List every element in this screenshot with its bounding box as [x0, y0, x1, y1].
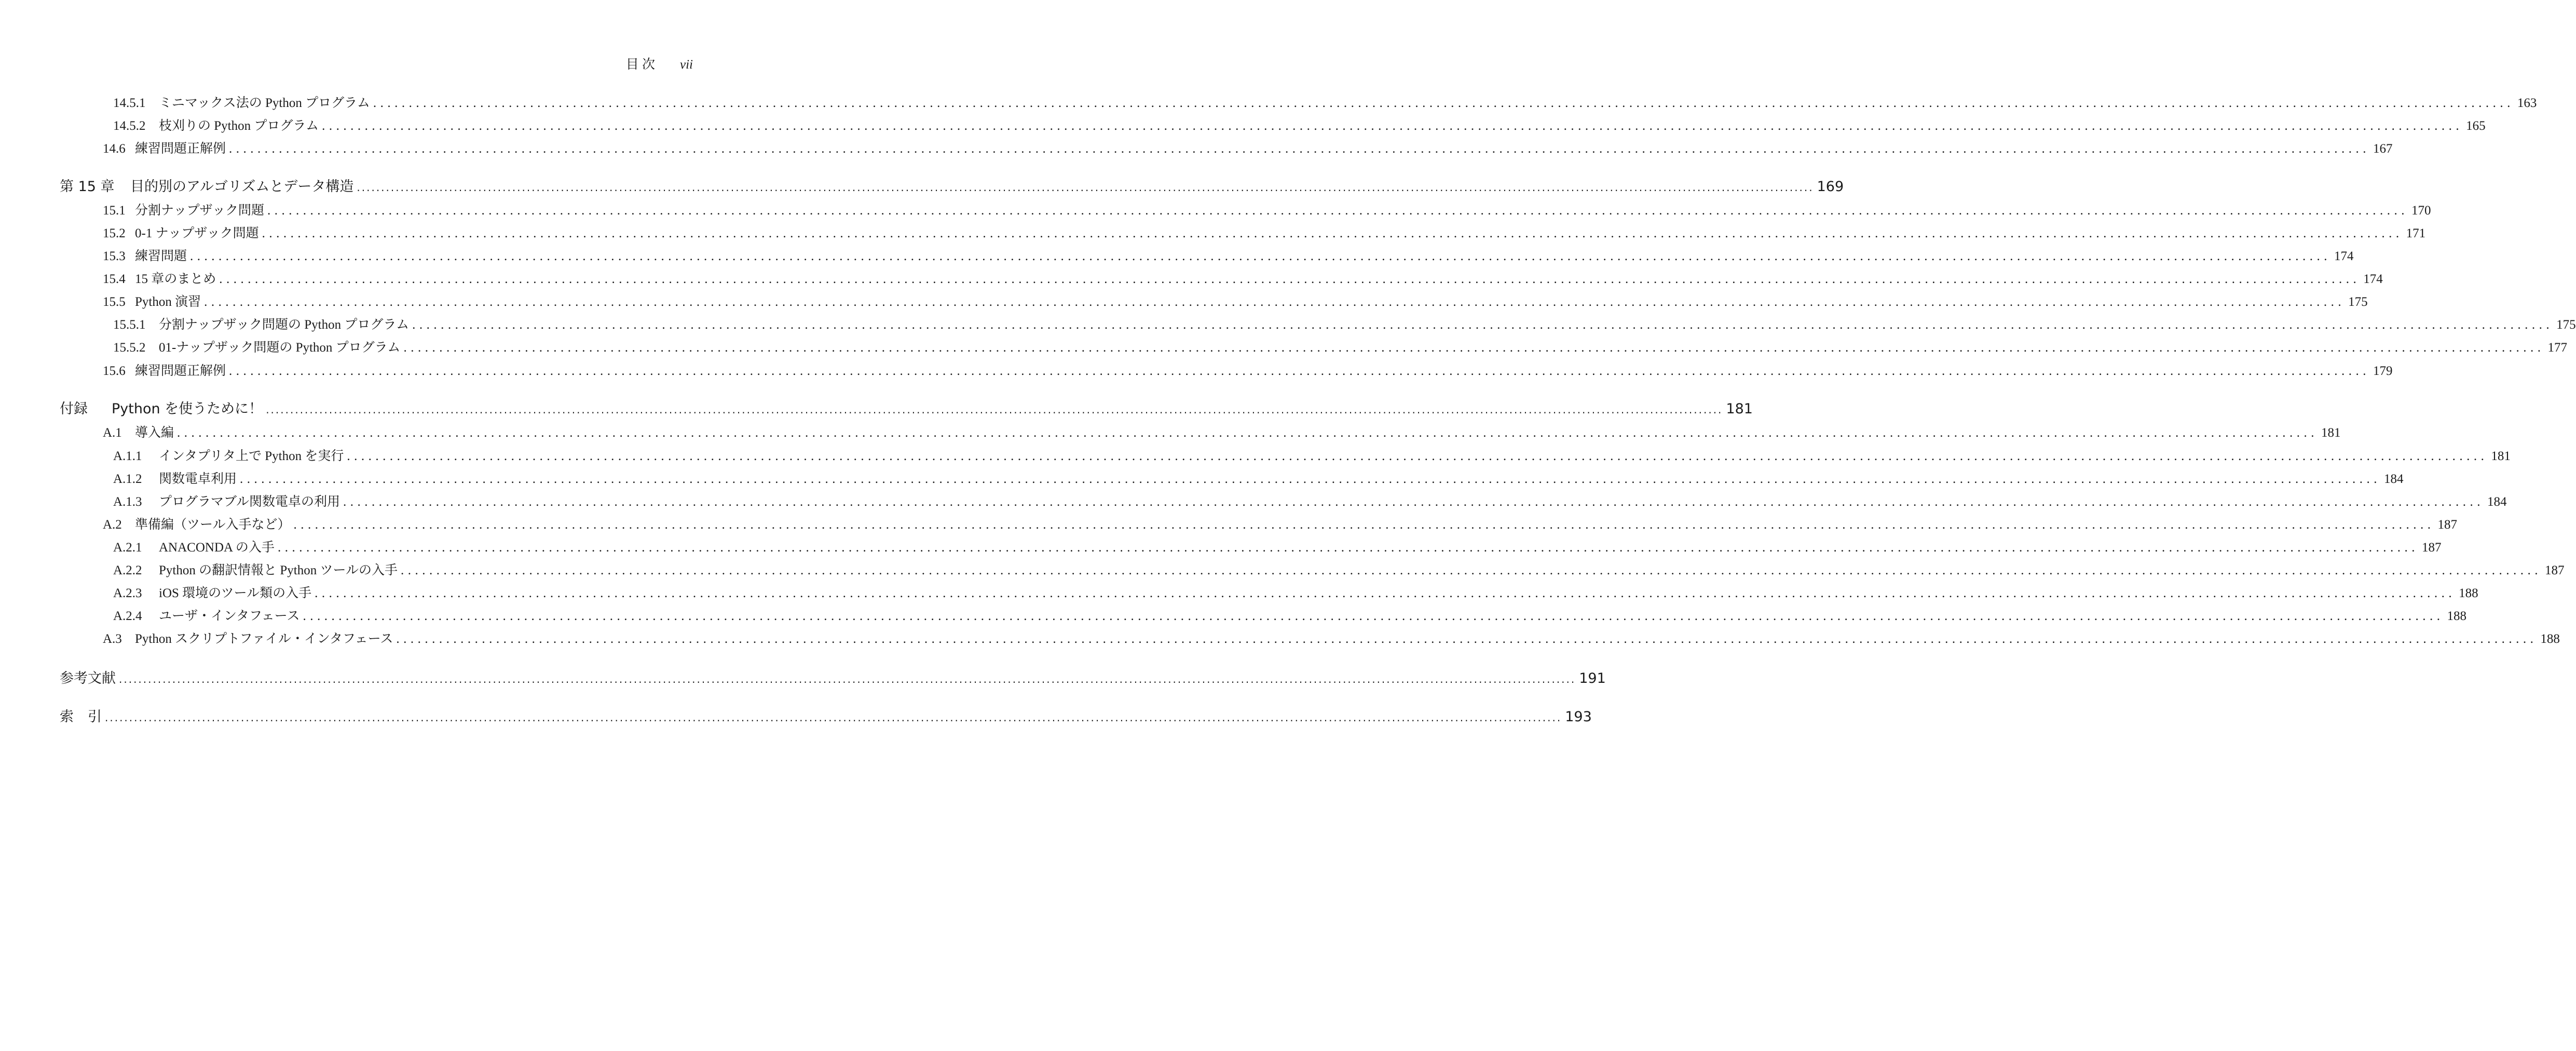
leader-dots: ............................................................................................................................................................................................................................................................................................................ [343, 495, 2485, 509]
toc-entry-title: ANACONDA の入手 [159, 541, 275, 555]
toc-entry-subsection[interactable] [113, 583, 2478, 601]
toc-entry-title: 目的別のアルゴリズムとデータ構造 [130, 179, 354, 195]
toc-entry-page: 181 [1726, 401, 1753, 417]
toc-entry-page: 174 [2363, 272, 2383, 286]
toc-entry-page: 191 [1579, 670, 1606, 686]
toc-entry-title: 準備編（ツール入手など） [135, 518, 291, 532]
toc-entry-subsection[interactable] [113, 115, 2486, 134]
leader-dots: ............................................................................................................................................................................................................................................................................................................ [396, 632, 2538, 646]
toc-entry-page: 187 [2544, 563, 2565, 577]
toc-entry-title: 関数電卓利用 [159, 472, 237, 486]
toc-entry-title: 0-1 ナップザック問題 [135, 226, 259, 240]
toc-entry-page: 167 [2373, 142, 2393, 156]
toc-entry-section[interactable] [103, 514, 2458, 533]
leader-dots: ............................................................................................................................................................................................................................................................................................................ [315, 586, 2456, 600]
toc-entry-section[interactable] [103, 422, 2341, 441]
toc-entry-page: 169 [1817, 179, 1844, 195]
toc-entry-number: A.1 [103, 426, 122, 440]
toc-entry-page: 188 [2459, 586, 2478, 600]
toc-entry-number: 15.6 [103, 364, 126, 378]
toc-entry-number: A.1.1 [113, 449, 142, 463]
toc-entry-page: 175 [2348, 295, 2368, 309]
leader-dots: ............................................................................................................................................................................................................................................................................................................ [373, 96, 2514, 110]
toc-entry-page: 187 [2437, 518, 2458, 532]
toc-entry-number: A.1.3 [113, 495, 142, 509]
leader-dots: ............................................................................................................................................................................................................................................................................................................ [262, 226, 2403, 240]
toc-entry-title: 枝刈りの Python プログラム [159, 119, 319, 133]
toc-entry-title: 索 引 [60, 709, 102, 725]
toc-entry-title: 分割ナップザック問題 [135, 204, 265, 218]
toc-entry-title: インタプリタ上で Python を実行 [159, 449, 344, 463]
toc-entry-index[interactable] [60, 705, 1592, 725]
toc-entry-page: 171 [2406, 226, 2426, 240]
leader-dots: ............................................................................................................................................................................................................................................................................................................ [105, 711, 1562, 724]
toc-entry-number: A.2 [103, 518, 122, 532]
running-head-section: 目 次 [625, 58, 655, 72]
leader-dots: ............................................................................................................................................................................................................................................................................................................ [240, 472, 2381, 486]
toc-entry-number: 15.4 [103, 272, 126, 286]
toc-entry-title: 練習問題 [135, 249, 187, 263]
toc-entry-title: ユーザ・インタフェース [159, 609, 300, 623]
toc-entry-subsection[interactable] [113, 314, 2576, 333]
toc-entry-number: A.1.2 [113, 472, 142, 486]
toc-entry-subsection[interactable] [113, 537, 2442, 556]
leader-dots: ............................................................................................................................................................................................................................................................................................................ [303, 609, 2444, 623]
toc-entry-title: Python の翻訳情報と Python ツールの入手 [159, 563, 398, 577]
toc-entry-number: 15.5 [103, 295, 126, 309]
toc-entry-section[interactable] [103, 268, 2383, 287]
toc-entry-title: 参考文献 [60, 670, 116, 686]
toc-entry-chapter[interactable] [60, 175, 1844, 195]
toc-entry-number: A.2.1 [113, 541, 142, 555]
toc-entry-subsection[interactable] [113, 468, 2404, 487]
toc-entry-chapter[interactable] [60, 397, 1753, 417]
toc-entry-title: Python 演習 [135, 295, 201, 309]
toc-entry-number: 付録 [60, 401, 88, 417]
leader-dots: ............................................................................................................................................................................................................................................................................................................ [177, 426, 2319, 440]
leader-dots: ............................................................................................................................................................................................................................................................................................................ [322, 119, 2463, 133]
running-head-page-number: vii [680, 58, 693, 72]
toc-entry-references[interactable] [60, 667, 1606, 687]
toc-entry-page: 165 [2466, 119, 2486, 133]
toc-entry-number: 14.6 [103, 142, 126, 156]
leader-dots: ............................................................................................................................................................................................................................................................................................................ [412, 318, 2554, 332]
toc-entry-title: 練習問題正解例 [135, 142, 226, 156]
leader-dots: ............................................................................................................................................................................................................................................................................................................ [277, 541, 2419, 555]
toc-entry-title: 15 章のまとめ [135, 272, 216, 286]
toc-entry-number: A.3 [103, 632, 122, 646]
leader-dots: ............................................................................................................................................................................................................................................................................................................ [403, 341, 2545, 355]
toc-entry-title: Python を使うために！ [112, 401, 263, 417]
leader-dots: ............................................................................................................................................................................................................................................................................................................ [229, 142, 2370, 156]
toc-entry-title: ミニマックス法の Python プログラム [159, 96, 370, 110]
toc-entry-page: 184 [2384, 472, 2404, 486]
toc-entry-title: 分割ナップザック問題の Python プログラム [159, 318, 410, 332]
toc-entry-section[interactable] [103, 223, 2426, 241]
toc-entry-page: 170 [2411, 204, 2431, 218]
toc-entry-page: 181 [2491, 449, 2511, 463]
leader-dots: ............................................................................................................................................................................................................................................................................................................ [357, 181, 1814, 194]
leader-dots: ............................................................................................................................................................................................................................................................................................................ [204, 295, 2346, 309]
toc-entry-section[interactable] [103, 628, 2560, 647]
toc-entry-number: A.2.3 [113, 586, 142, 600]
toc-entry-title: 01-ナップザック問題の Python プログラム [159, 341, 401, 355]
toc-entry-section[interactable] [103, 291, 2368, 310]
toc-entry-number: 15.1 [103, 204, 126, 218]
toc-entry-number: A.2.2 [113, 563, 142, 577]
toc-entry-subsection[interactable] [113, 605, 2467, 624]
toc-entry-title: 練習問題正解例 [135, 364, 226, 378]
toc-entry-section[interactable] [103, 360, 2393, 379]
toc-entry-subsection[interactable] [113, 491, 2507, 510]
toc-entry-number: 15.3 [103, 249, 126, 263]
leader-dots: ............................................................................................................................................................................................................................................................................................................ [347, 449, 2488, 463]
toc-entry-subsection[interactable] [113, 446, 2511, 464]
leader-dots: ............................................................................................................................................................................................................................................................................................................ [266, 403, 1723, 416]
toc-entry-page: 193 [1565, 709, 1592, 725]
toc-entry-subsection[interactable] [113, 337, 2567, 356]
running-head [626, 54, 693, 73]
toc-entry-number: 15.2 [103, 226, 126, 240]
toc-entry-page: 188 [2540, 632, 2560, 646]
toc-entry-title: プログラマブル関数電卓の利用 [159, 495, 340, 509]
toc-entry-number: 14.5.1 [113, 96, 146, 110]
toc-entry-section[interactable] [103, 200, 2431, 219]
leader-dots: ............................................................................................................................................................................................................................................................................................................ [219, 272, 2361, 286]
leader-dots: ............................................................................................................................................................................................................................................................................................................ [119, 673, 1576, 685]
toc-entry-page: 188 [2447, 609, 2467, 623]
toc-entry-page: 175 [2556, 318, 2576, 332]
toc-entry-section[interactable] [103, 138, 2393, 157]
toc-entry-page: 174 [2334, 249, 2354, 263]
toc-entry-page: 184 [2487, 495, 2507, 509]
leader-dots: ............................................................................................................................................................................................................................................................................................................ [229, 364, 2370, 378]
toc-entry-page: 187 [2421, 541, 2442, 555]
toc-entry-page: 181 [2321, 426, 2341, 440]
toc-entry-page: 179 [2373, 364, 2393, 378]
leader-dots: ............................................................................................................................................................................................................................................................................................................ [267, 204, 2409, 218]
toc-entry-number: 14.5.2 [113, 119, 146, 133]
toc-entry-title: 導入編 [135, 426, 174, 440]
toc-entry-number: 15.5.2 [113, 341, 146, 355]
toc-entry-subsection[interactable] [113, 560, 2565, 578]
toc-entry-section[interactable] [103, 246, 2354, 264]
leader-dots: ............................................................................................................................................................................................................................................................................................................ [400, 563, 2542, 577]
toc-entry-page: 177 [2547, 341, 2567, 355]
toc-entry-subsection[interactable] [113, 92, 2537, 111]
leader-dots: ............................................................................................................................................................................................................................................................................................................ [190, 249, 2332, 263]
toc-entry-number: 第 15 章 [60, 179, 115, 195]
leader-dots: ............................................................................................................................................................................................................................................................................................................ [293, 518, 2435, 532]
toc-entry-number: A.2.4 [113, 609, 142, 623]
toc-entry-page: 163 [2517, 96, 2537, 110]
toc-entry-title: Python スクリプトファイル・インタフェース [135, 632, 393, 646]
toc-entry-title: iOS 環境のツール類の入手 [159, 586, 312, 600]
toc-entry-number: 15.5.1 [113, 318, 146, 332]
